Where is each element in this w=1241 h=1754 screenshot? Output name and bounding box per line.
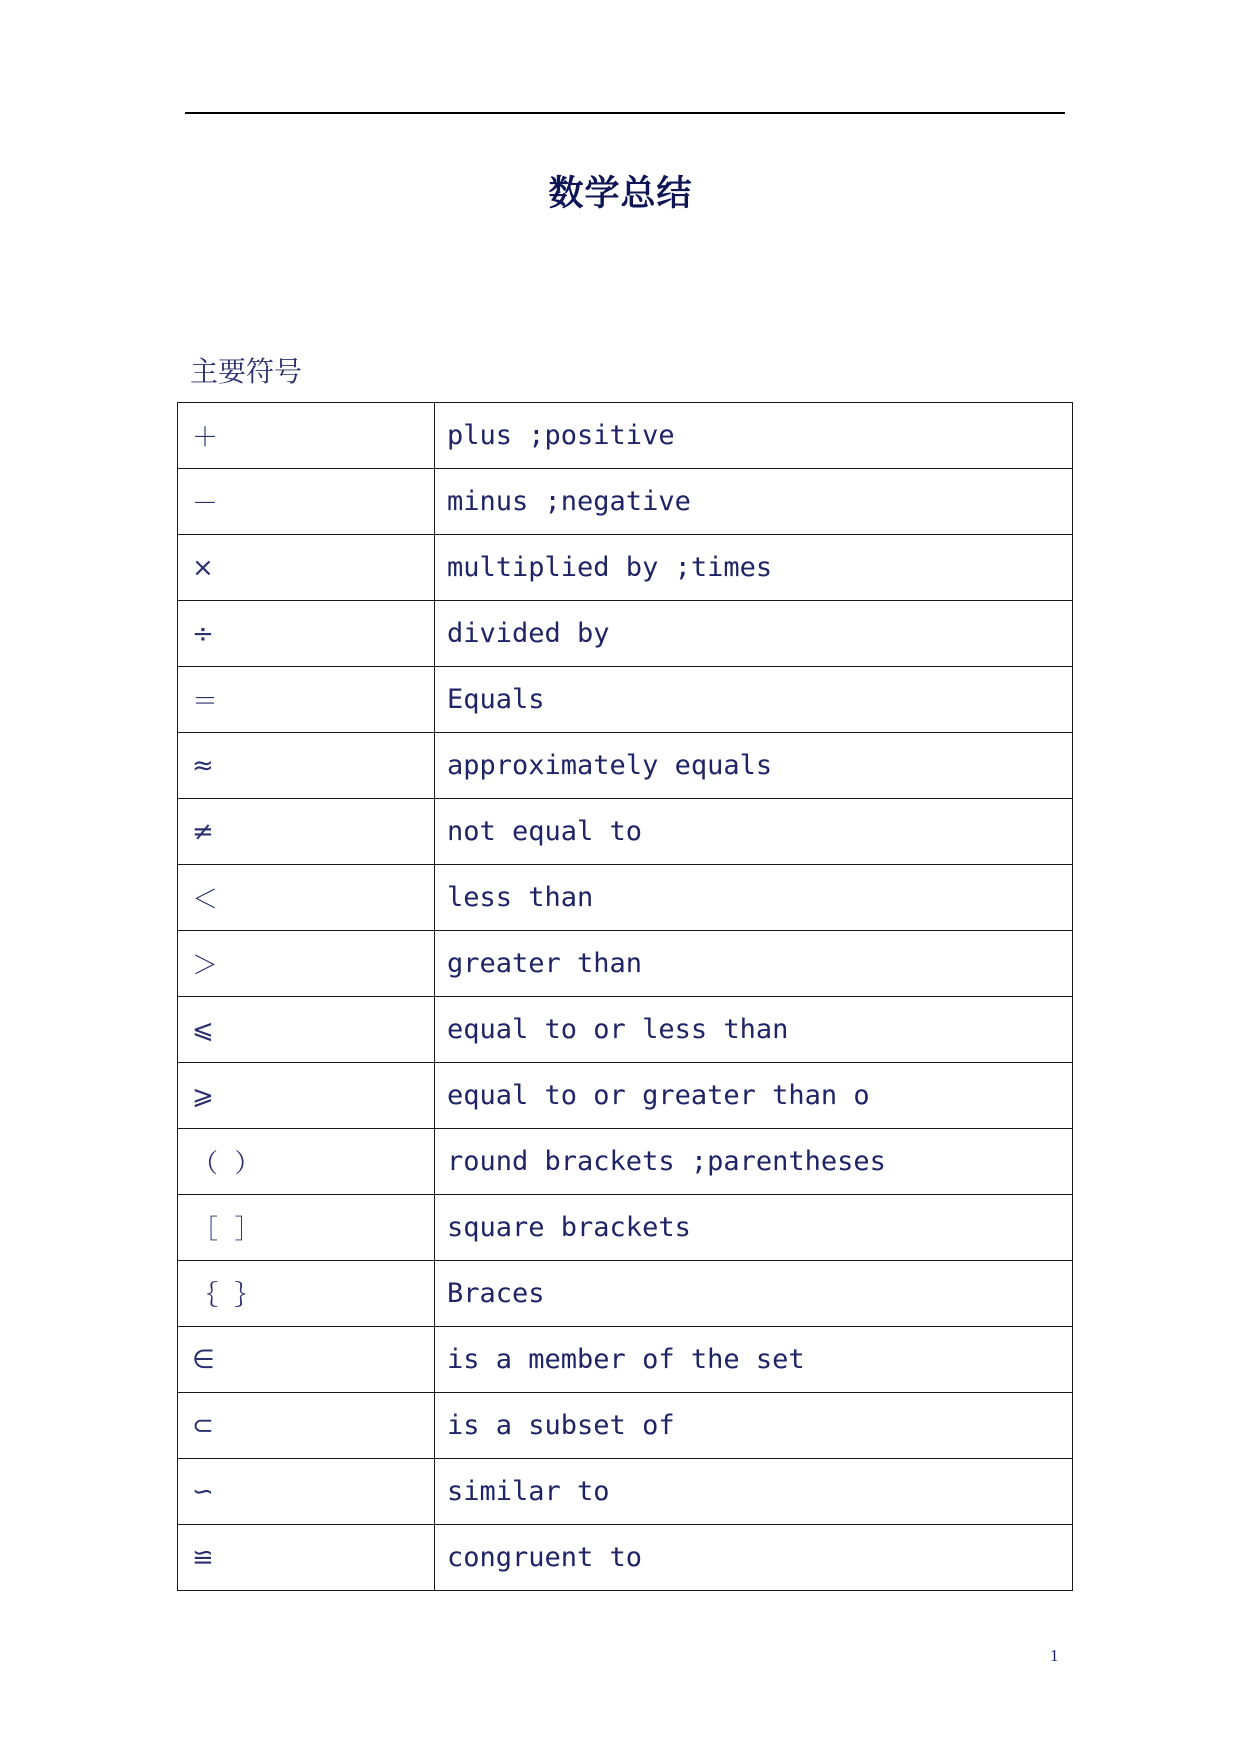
table-row — [178, 601, 1073, 667]
table-row — [178, 535, 1073, 601]
meaning-cell: similar to — [435, 1459, 1073, 1525]
meaning-cell: round brackets ;parentheses — [435, 1129, 1073, 1195]
symbol-cell: ≠ — [178, 799, 435, 865]
symbol-cell: ⩾ — [178, 1063, 435, 1129]
meaning-cell: not equal to — [435, 799, 1073, 865]
symbol-cell: ＜ — [178, 865, 435, 931]
symbol-cell: ⩽ — [178, 997, 435, 1063]
meaning-cell: greater than — [435, 931, 1073, 997]
symbol-cell: ［ ］ — [178, 1195, 435, 1261]
meaning-cell: less than — [435, 865, 1073, 931]
symbol-cell: ÷ — [178, 601, 435, 667]
table-row — [178, 1129, 1073, 1195]
symbol-cell: ＞ — [178, 931, 435, 997]
symbol-cell: （ ） — [178, 1129, 435, 1195]
table-row — [178, 1525, 1073, 1591]
meaning-cell: congruent to — [435, 1525, 1073, 1591]
table-row — [178, 1195, 1073, 1261]
meaning-cell: square brackets — [435, 1195, 1073, 1261]
symbol-table — [177, 402, 1073, 1591]
symbol-cell: ＋ — [178, 403, 435, 469]
meaning-cell: Braces — [435, 1261, 1073, 1327]
meaning-cell: minus ;negative — [435, 469, 1073, 535]
symbol-cell: ∽ — [178, 1459, 435, 1525]
symbol-cell: × — [178, 535, 435, 601]
table-row — [178, 799, 1073, 865]
section-heading: 主要符号 — [190, 355, 303, 388]
table-row — [178, 997, 1073, 1063]
table-row — [178, 733, 1073, 799]
symbol-cell: ｛ ｝ — [178, 1261, 435, 1327]
symbol-cell: ∈ — [178, 1327, 435, 1393]
meaning-cell: equal to or greater than o — [435, 1063, 1073, 1129]
symbol-cell: ≈ — [178, 733, 435, 799]
symbol-cell: － — [178, 469, 435, 535]
meaning-cell: is a member of the set — [435, 1327, 1073, 1393]
table-row — [178, 469, 1073, 535]
table-row — [178, 931, 1073, 997]
header-rule — [185, 112, 1065, 114]
symbol-cell: ＝ — [178, 667, 435, 733]
meaning-cell: equal to or less than — [435, 997, 1073, 1063]
symbol-cell: ≌ — [178, 1525, 435, 1591]
table-row — [178, 403, 1073, 469]
meaning-cell: multiplied by ;times — [435, 535, 1073, 601]
table-row — [178, 1063, 1073, 1129]
symbol-cell: ⊂ — [178, 1393, 435, 1459]
symbol-table-body — [178, 403, 1073, 1591]
table-row — [178, 1261, 1073, 1327]
table-row — [178, 865, 1073, 931]
page-number: 1 — [1050, 1646, 1059, 1665]
table-row — [178, 667, 1073, 733]
meaning-cell: Equals — [435, 667, 1073, 733]
meaning-cell: approximately equals — [435, 733, 1073, 799]
meaning-cell: plus ;positive — [435, 403, 1073, 469]
table-row — [178, 1327, 1073, 1393]
table-row — [178, 1459, 1073, 1525]
meaning-cell: divided by — [435, 601, 1073, 667]
meaning-cell: is a subset of — [435, 1393, 1073, 1459]
table-row — [178, 1393, 1073, 1459]
document-title: 数学总结 — [548, 174, 693, 214]
